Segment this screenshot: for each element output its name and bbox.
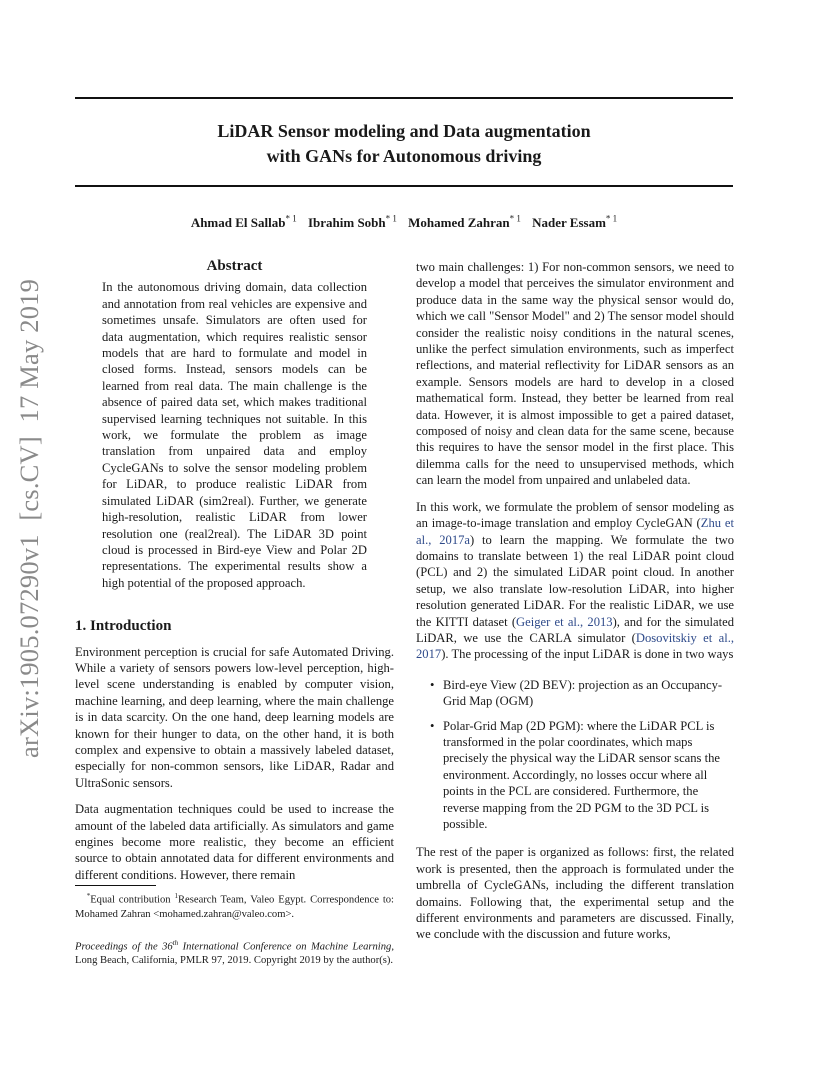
footnotes [75, 889, 394, 982]
author-list [75, 214, 733, 231]
intro-paragraph-1: Environment perception is crucial for safe Automated Driving. While a variety of sensors powers low-level perception, high-level scene understanding is enabled by computer vision, machine learning, and deep learning, where the main challenge is in data scarcity. On the one hand, deep learning models are known for their hunger to data, on the other hand, it is both complex and expensive to obtain a massively labeled dataset, especially for non-common sensors, like LiDAR, Radar and UltraSonic sensors. [75, 644, 394, 790]
paper-title [75, 119, 733, 169]
author-3: Mohamed Zahran$^{* 1}$ [408, 214, 521, 231]
author-4: Nader Essam$^{* 1}$ [532, 214, 618, 231]
introduction-heading: 1. Introduction [75, 618, 172, 635]
citation-zhu[interactable]: Zhu et al., 2017a [416, 516, 734, 547]
right-column [416, 259, 734, 953]
citation-dosovitskiy[interactable]: Dosovitskiy et al., 2017 [416, 630, 734, 662]
top-rule [75, 97, 733, 99]
proceedings-note: Proceedings of the 36th International Conference on Machine Learning, Long Beach, California, PMLR 97, 2019. Copyright 2019 by the author(s). [75, 938, 394, 967]
list-item-bev: • Bird-eye View (2D BEV): projection as an Occupancy-Grid Map (OGM) [416, 677, 734, 710]
intro-paragraph-2: Data augmentation techniques could be used to increase the amount of the labeled data artificially. As simulators and game engines become more realistic, they become an efficient source to obtain annotated data for different environments and different conditions. However, there remain [75, 802, 394, 882]
title-line-2: with GANs for Autonomous driving [266, 146, 542, 166]
author-2: Ibrahim Sobh$^{* 1}$ [307, 214, 397, 231]
representation-list [416, 677, 734, 833]
abstract-text: In the autonomous driving domain, data collection and annotation from real vehicles are expensive and sometimes unsafe. Simulators are often used for data augmentation, which requires realistic sensor models that are hard to formulate and model in closed forms. Instead, sensors models can be learned from real data. The main challenge is the absence of paired data set, which makes traditional supervised learning techniques not suitable. In this work, we formulate the problem as image translation from unpaired data and employ CycleGANs to solve the sensor modeling problem for LiDAR, to produce realistic LiDAR from simulated LiDAR (sim2real). Further, we generate high-resolution, realistic LiDAR from lower resolution one (real2real). The LiDAR 3D point cloud is processed in Bird-eye View and Polar 2D representations. The experimental results show a high potential of the proposed approach. [102, 280, 367, 590]
affiliation-footnote: *Equal contribution $^1$Research Team, Valeo Egypt. Correspondence to: Mohamed Zahran <mohamed.zahran@valeo.com>. [75, 892, 395, 920]
abstract-heading: Abstract [206, 258, 263, 274]
citation-geiger[interactable]: Geiger et al., 2013 [516, 614, 613, 629]
title-bottom-rule [75, 185, 733, 187]
right-paragraph-3: The rest of the paper is organized as follows: first, the related work is presented, then the approach is formulated under the umbrella of CycleGANs, including the different translation domains. Following that, the experimental setup and the different environments and parameters are discussed. Finally, we conclude with the discussion and future works, [416, 845, 734, 942]
right-paragraph-1: two main challenges: 1) For non-common sensors, we need to develop a model that perceives the simulator environment and produce data in the same way the physical sensor would do, which we call "Sensor Model" and 2) The sensor model should consider the realistic noisy conditions in the natural scenes, unlike the perfect simulation environments, such as imperfect reflections, and material reflectivity for LiDAR sensors as an example. Sensors models are hard to develop in a closed mathematical form. Instead, they better be learned from real data. However, it is almost impossible to get a paired dataset, composed of noisy and clean data for the same scene, because this requires to have the sensor model in the first place. This dilemma calls for the need to unsupervised methods, which can learn the model from unpaired and unlabeled data. [416, 260, 734, 488]
title-line-1: LiDAR Sensor modeling and Data augmentation [217, 121, 591, 141]
list-item-pgm: • Polar-Grid Map (2D PGM): where the LiDAR PCL is transformed in the polar coordinates, which maps precisely the physical way the LiDAR sensor scans the environment. Accordingly, no losses occur where all points in the PCL are considered. Furthermore, the reverse mapping from the 2D PGM to the 3D PCL is possible. [416, 718, 734, 833]
right-paragraph-2: In this work, we formulate the problem of sensor modeling as an image-to-image translation and employ CycleGAN (Zhu et al., 2017a) to learn the mapping. We formulate the two domains to translate between 1) the real LiDAR point cloud (PCL) and 2) the simulated LiDAR point cloud. In another setup, we also translate low-resolution LiDAR, into higher resolution generated LiDAR. For the realistic LiDAR, we use the KITTI dataset (Geiger et al., 2013), and for the simulated LiDAR, we use the CARLA simulator (Dosovitskiy et al., 2017). The processing of the input LiDAR is done in two ways [416, 499, 735, 662]
author-1: Ahmad El Sallab$^{* 1}$ [190, 214, 297, 231]
footnote-rule [75, 885, 156, 886]
arxiv-identifier: arXiv:1905.07290v1 [cs.CV] 17 May 2019 [14, 278, 44, 758]
left-column [75, 258, 394, 893]
